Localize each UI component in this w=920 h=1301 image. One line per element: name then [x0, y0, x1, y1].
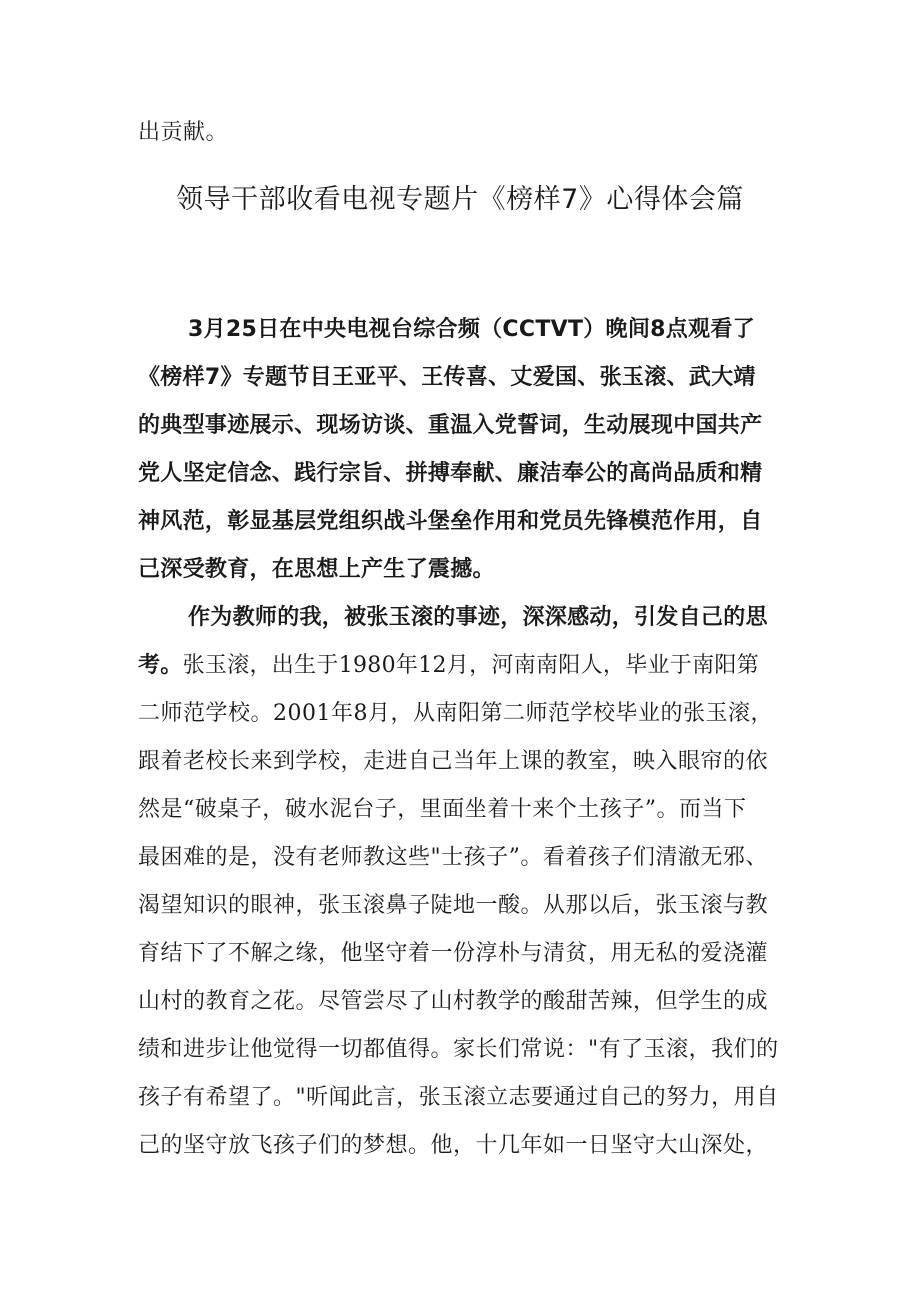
paragraph-2-line-12: 己的坚守放飞孩子们的梦想。他，十几年如一日坚守大山深处，	[138, 1133, 769, 1158]
paragraph-2-line-2-rest: 张玉滚，出生于1980年12月，河南南阳人，毕业于南阳第	[182, 653, 759, 678]
paragraph-2-line-9: 山村的教育之花。尽管尝尽了山村教学的酸甜苦辣，但学生的成	[138, 989, 769, 1014]
paragraph-2-line-1: 作为教师的我，被张玉滚的事迹，深深感动，引发自己的思	[188, 605, 768, 630]
paragraph-1-line-4: 党人坚定信念、践行宗旨、拼搏奉献、廉洁奉公的高尚品质和精	[138, 461, 763, 486]
paragraph-2-line-5: 然是“破桌子，破水泥台子，里面坐着十来个土孩子”。而当下	[138, 797, 747, 822]
paragraph-1-line-3: 的典型事迹展示、现场访谈、重温入党誓词，生动展现中国共产	[138, 413, 763, 438]
paragraph-2-line-8: 育结下了不解之缘，他坚守着一份淳朴与清贫，用无私的爱浇灌	[138, 941, 769, 966]
paragraph-2-line-10: 绩和进步让他觉得一切都值得。家长们常说："有了玉滚，我们的	[138, 1037, 779, 1062]
document-title: 领导干部收看电视专题片《榜样7》心得体会篇	[176, 184, 744, 215]
paragraph-2-line-11: 孩子有希望了。"听闻此言，张玉滚立志要通过自己的努力，用自	[138, 1085, 779, 1110]
lead-fragment: 出贡献。	[138, 120, 229, 145]
paragraph-1-line-1: 3月25日在中央电视台综合频（CCTVT）晚间8点观看了	[188, 317, 755, 342]
paragraph-2-line-2	[138, 651, 759, 681]
paragraph-1-line-2: 《榜样7》专题节目王亚平、王传喜、丈爱国、张玉滚、武大靖	[138, 365, 756, 390]
paragraph-2-line-2-bold: 考。	[138, 653, 183, 678]
paragraph-2-line-4: 跟着老校长来到学校，走进自己当年上课的教室，映入眼帘的依	[138, 749, 769, 774]
paragraph-1-line-5: 神风范，彰显基层党组织战斗堡垒作用和党员先锋模范作用，自	[138, 509, 763, 534]
paragraph-2-line-7: 渴望知识的眼神，张玉滚鼻子陡地一酸。从那以后，张玉滚与教	[138, 893, 769, 918]
paragraph-2-line-3: 二师范学校。2001年8月，从南阳第二师范学校毕业的张玉滚，	[138, 701, 773, 726]
paragraph-1-line-6: 己深受教育，在思想上产生了震撼。	[138, 557, 495, 582]
paragraph-2-line-6: 最困难的是，没有老师教这些"士孩子”。看着孩子们清澈无邪、	[138, 845, 768, 870]
